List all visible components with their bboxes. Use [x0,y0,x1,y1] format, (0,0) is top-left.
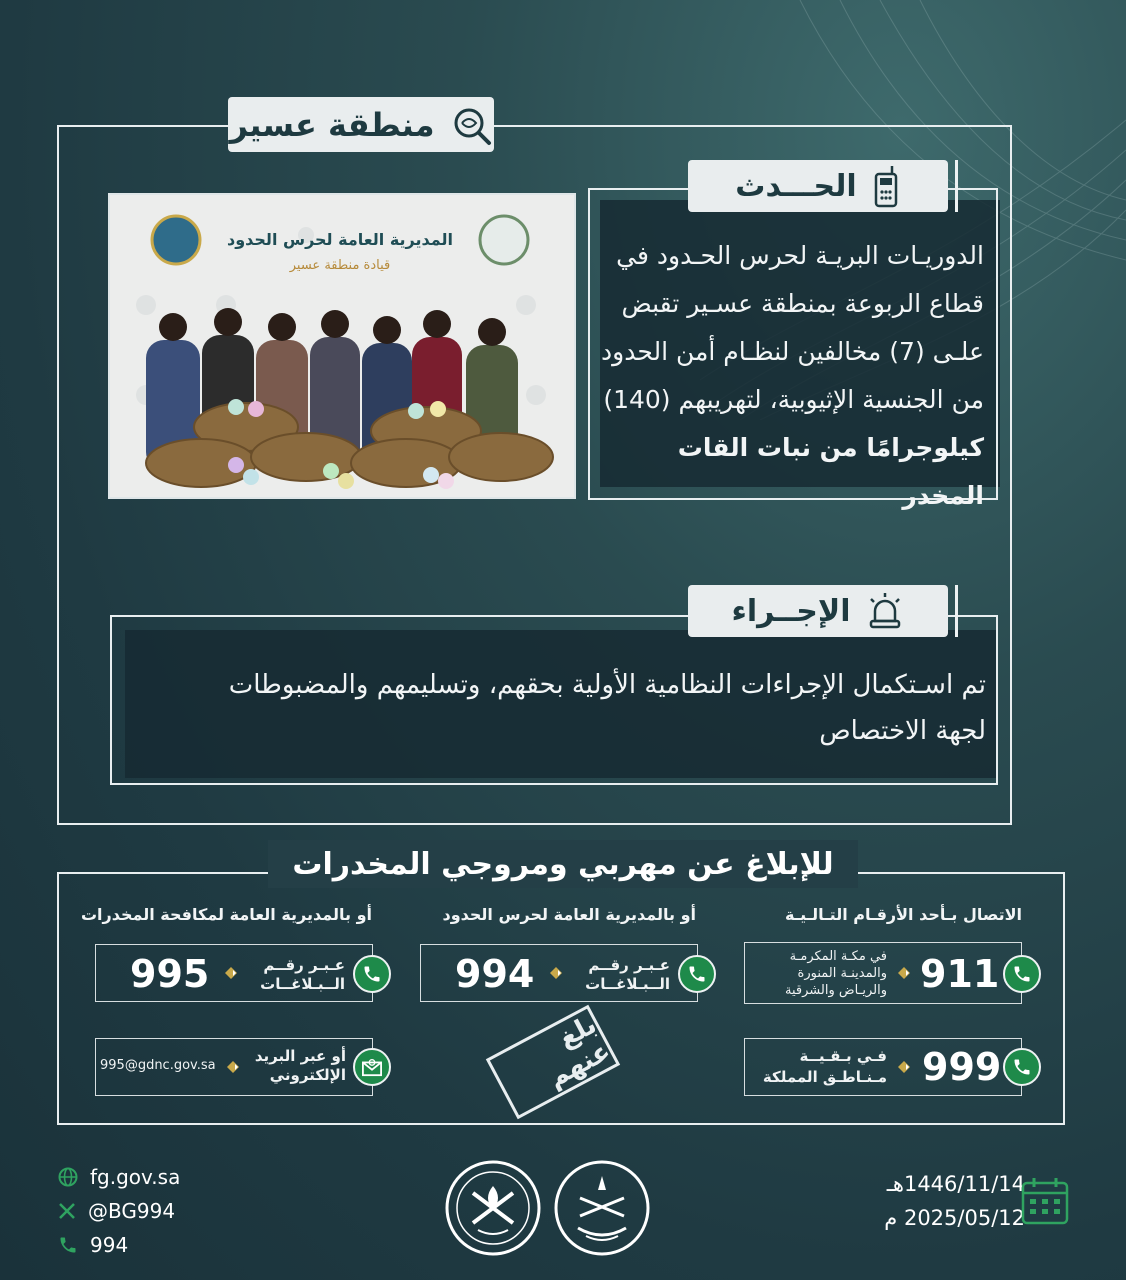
email-line2: الإلكتروني [269,1066,346,1084]
phone-icon-994 [678,955,716,993]
radio-icon [871,164,901,208]
event-text [594,232,984,520]
hotline-995-desc [249,956,345,994]
action-title-tick [955,585,958,637]
hotline-995-line2: الــبـلاغــات [260,975,345,993]
event-heading: الحـــدث [735,168,857,204]
hotline-994-number: 994 [455,952,535,996]
hotline-994-line2: الــبـلاغــات [585,975,670,993]
hotline-999-line2: مـنـاطـق المملكة [762,1068,887,1086]
diamond-icon [225,967,237,979]
search-magnifier-icon [449,103,493,147]
col-right-title: الاتصال بـأحد الأرقـام التـالـيـة [785,905,1022,924]
twitter-row[interactable] [58,1194,258,1228]
phone-row[interactable] [58,1228,258,1262]
diamond-icon [550,967,562,979]
footer-contacts [58,1160,258,1262]
phone-icon-911 [1003,955,1041,993]
globe-icon [58,1167,78,1187]
report-heading-box [268,840,858,888]
action-text [126,662,986,754]
event-line-3: علـى (7) مخالفين لنظـام أمن الحدود [601,337,984,366]
hotline-999-number: 999 [922,1045,1002,1089]
hotline-911-number: 911 [920,952,1000,996]
diamond-icon [898,1061,910,1073]
website-link[interactable]: fg.gov.sa [90,1165,181,1189]
action-line-1: تم اسـتكمال الإجراءات النظامية الأولية بحقهم، وتسليمهم والمضبوطات [228,670,986,700]
hotline-999-desc [752,1046,887,1088]
email-desc [248,1047,346,1085]
date-block [845,1172,1025,1240]
hotline-994-line1: عـبـر رقــم [588,956,670,974]
calendar-icon [1020,1175,1070,1227]
phone-icon-999 [1003,1048,1041,1086]
report-stamp-text: بلغ عنهم [543,1009,616,1094]
hotline-994-desc [574,956,670,994]
event-line-2: قطاع الربوعة بمنطقة عسـير تقبض [621,289,984,318]
photo-backdrop-title: المديرية العامة لحرس الحدود [227,230,453,249]
hotline-911-line1: في مكـة المكرمـة [789,949,887,964]
action-heading: الإجــراء [731,593,851,629]
hotline-911-line3: والريـاض والشرقية [785,983,887,998]
hotline-999-line1: فـي بـقـيــة [799,1047,887,1065]
col-left-title: أو بالمديرية العامة لمكافحة المخدرات [80,905,372,924]
twitter-handle[interactable]: @BG994 [88,1199,176,1223]
action-title-box [688,585,948,637]
ministry-interior-emblem [552,1158,652,1258]
alarm-siren-icon [865,591,905,631]
col-mid-title: أو بالمديرية العامة لحرس الحدود [442,905,696,924]
border-guard-emblem [443,1158,543,1258]
phone-icon-995 [353,955,391,993]
diamond-icon [898,967,910,979]
action-line-2: لجهة الاختصاص [819,716,986,746]
email-envelope-icon [353,1048,391,1086]
hotline-995-number: 995 [130,952,210,996]
email-address[interactable]: 995@gdnc.gov.sa [100,1058,216,1073]
phone-number[interactable]: 994 [90,1233,129,1257]
date-hijri: 1446/11/14هـ [886,1172,1025,1196]
date-gregorian: 2025/05/12 م [884,1206,1025,1230]
event-line-5: كيلوجرامًا من نبات القات المخدر [677,433,984,510]
diamond-icon [227,1061,239,1073]
event-line-4: من الجنسية الإثيوبية، لتهريبهم (140) [603,385,984,414]
report-heading: للإبلاغ عن مهربي ومروجي المخدرات [292,846,834,882]
event-line-1: الدوريـات البريـة لحرس الحـدود في [616,241,984,270]
email-line1: أو عبر البريد [254,1047,346,1065]
hotline-911-line2: والمدينـة المنورة [797,966,887,981]
hotline-995-line1: عـبـر رقــم [263,956,345,974]
website-row[interactable] [58,1160,258,1194]
event-title-box [688,160,948,212]
photo-backdrop-sub: قيادة منطقة عسير [289,258,391,273]
region-title-box [228,97,494,152]
phone-icon [58,1235,78,1255]
region-title: منطقة عسير [229,105,435,144]
seizure-photo [108,193,576,499]
event-title-tick [955,160,958,212]
photo-scene [108,195,574,499]
hotline-911-desc [752,948,887,999]
x-twitter-icon [58,1202,76,1220]
